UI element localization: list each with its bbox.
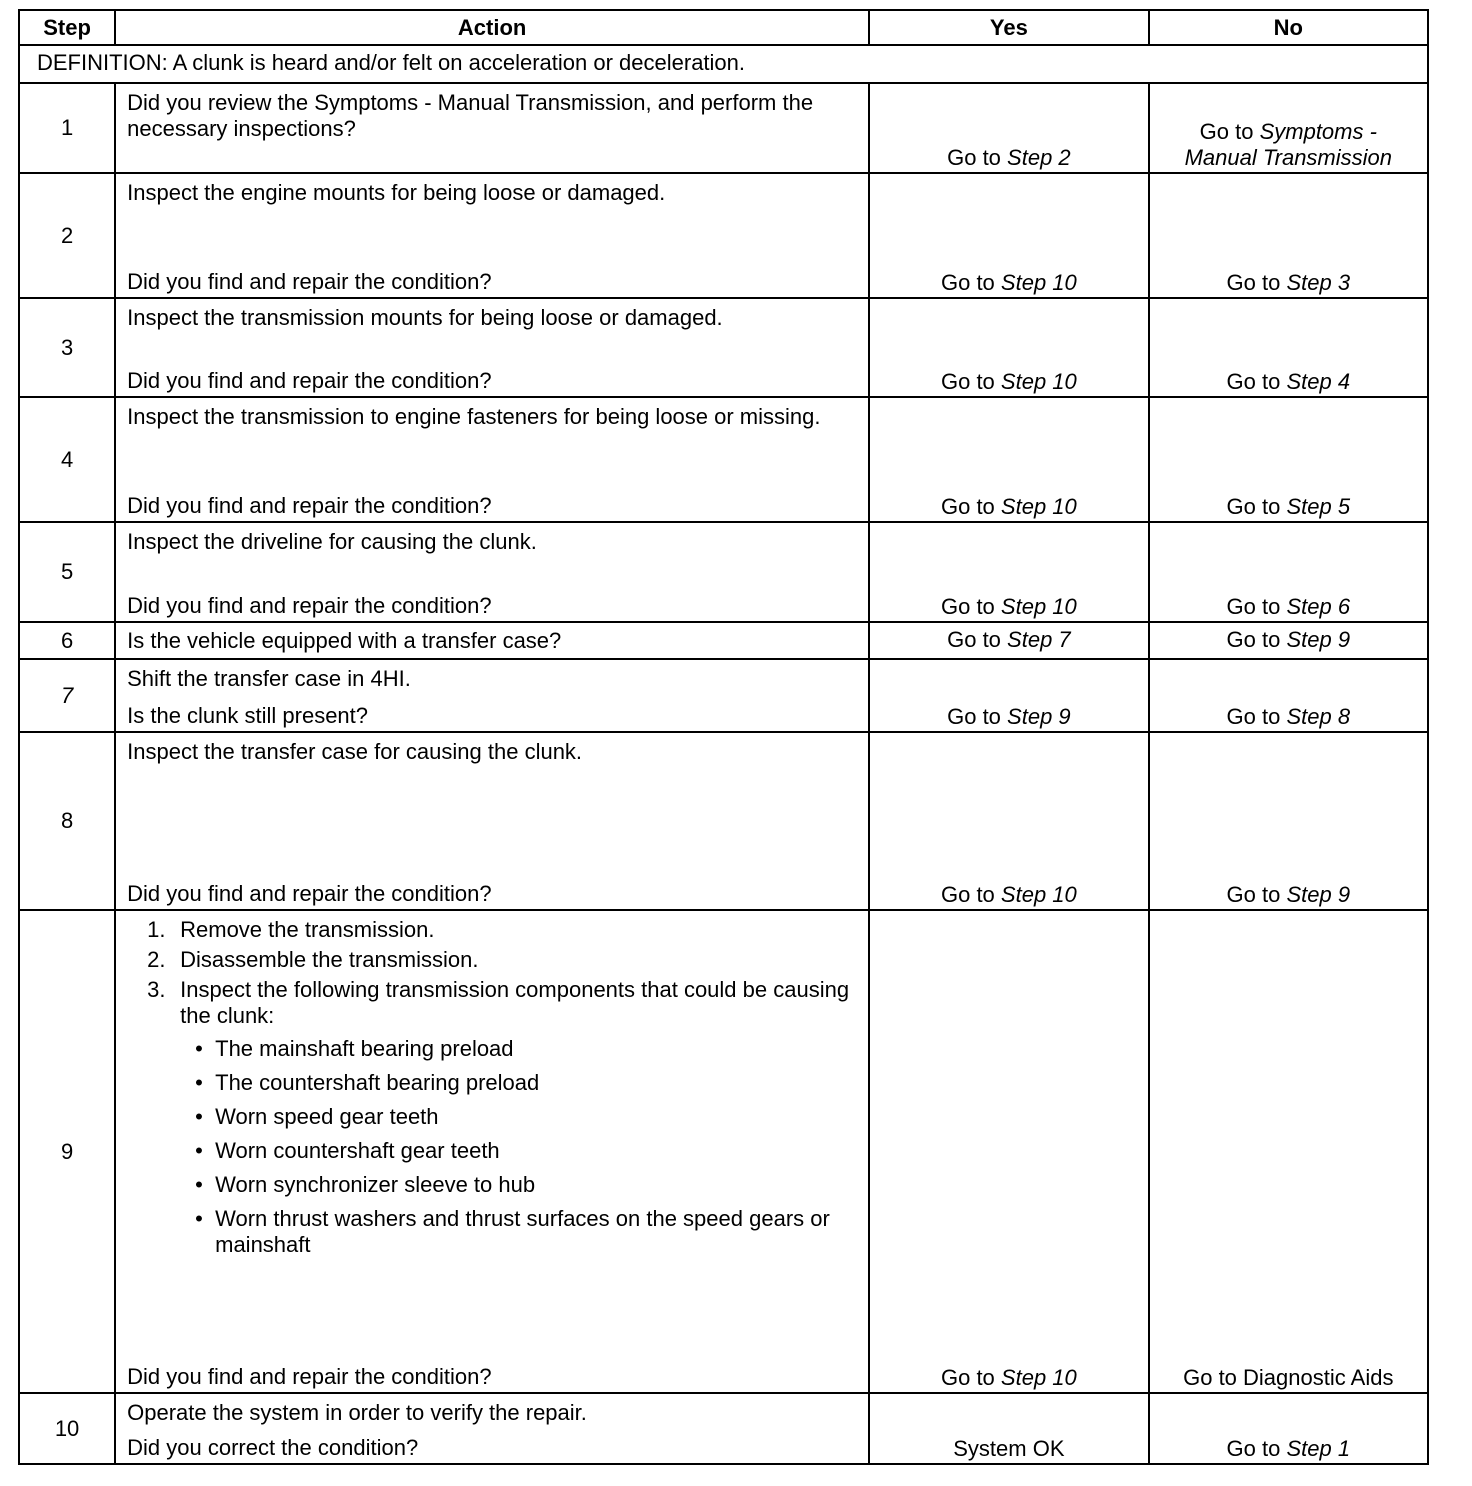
bullet-text: Worn speed gear teeth: [215, 1104, 439, 1129]
step-number: 4: [19, 397, 115, 522]
action-cell: [115, 622, 869, 659]
no-cell[interactable]: [1149, 622, 1428, 659]
yes-cell[interactable]: [869, 298, 1148, 397]
action-question: Did you find and repair the condition?: [127, 269, 492, 294]
go-to-text: Go to: [947, 704, 1001, 729]
table-row: [19, 522, 1428, 622]
step-number: 8: [19, 732, 115, 910]
header-step: Step: [19, 10, 115, 45]
action-cell: [115, 659, 869, 732]
action-text: Inspect the engine mounts for being loose or damaged.: [127, 180, 666, 205]
no-cell[interactable]: [1149, 173, 1428, 298]
action-question: Did you correct the condition?: [127, 1435, 419, 1460]
table-row: [19, 1393, 1428, 1464]
action-cell: [115, 910, 869, 1393]
bullet-icon: •: [195, 1172, 203, 1197]
bullet-item: [127, 1104, 858, 1130]
step-number: 10: [19, 1393, 115, 1464]
yes-target: Step 10: [1000, 1365, 1077, 1390]
table-row: [19, 732, 1428, 910]
list-item: [127, 977, 858, 1029]
bullet-list: [127, 1036, 858, 1258]
no-target: Step 4: [1286, 369, 1351, 394]
yes-result: System OK: [953, 1436, 1065, 1461]
step-number: 5: [19, 522, 115, 622]
bullet-icon: •: [195, 1138, 203, 1163]
yes-cell[interactable]: [869, 83, 1148, 173]
go-to-text: Go to: [1226, 494, 1281, 519]
yes-cell[interactable]: [869, 732, 1148, 910]
numbered-list: [127, 917, 858, 1029]
go-to-text: Go to: [940, 494, 995, 519]
go-to-text: Go to: [1226, 369, 1281, 394]
go-to-text: Go to: [940, 270, 995, 295]
go-to-text: Go to: [1226, 270, 1281, 295]
bullet-item: [127, 1172, 858, 1198]
table-row: [19, 173, 1428, 298]
action-question: Did you find and repair the condition?: [127, 368, 492, 393]
step-number: 6: [19, 622, 115, 659]
no-cell[interactable]: [1149, 659, 1428, 732]
go-to-text: Go to: [1226, 704, 1281, 729]
yes-cell[interactable]: [869, 622, 1148, 659]
list-text: Disassemble the transmission.: [180, 947, 479, 972]
list-text: Inspect the following transmission components that could be causing the clunk:: [180, 977, 850, 1028]
bullet-item: [127, 1036, 858, 1062]
action-cell: [115, 1393, 869, 1464]
header-row: [19, 10, 1428, 45]
no-target: Step 9: [1286, 627, 1351, 652]
no-cell[interactable]: [1149, 83, 1428, 173]
header-action: Action: [115, 10, 869, 45]
no-cell[interactable]: [1149, 910, 1428, 1393]
step-number: 9: [19, 910, 115, 1393]
no-target: Symptoms -: [1259, 119, 1377, 144]
go-to-text: Go to: [1226, 882, 1281, 907]
action-cell: [115, 298, 869, 397]
bullet-item: [127, 1206, 858, 1258]
action-text: Did you review the Symptoms - Manual Transmission, and perform the necessary inspections?: [127, 90, 814, 141]
action-text: Operate the system in order to verify the repair.: [127, 1400, 587, 1425]
bullet-icon: •: [195, 1104, 203, 1129]
action-question: Did you find and repair the condition?: [127, 1364, 492, 1389]
no-target: Step 8: [1286, 704, 1351, 729]
list-text: Remove the transmission.: [180, 917, 435, 942]
action-text: Inspect the driveline for causing the clunk.: [127, 529, 537, 554]
list-number: 3.: [147, 977, 166, 1002]
go-to-text: Go to: [940, 882, 995, 907]
action-cell: [115, 732, 869, 910]
bullet-text: Worn thrust washers and thrust surfaces on the speed gears or mainshaft: [215, 1206, 830, 1257]
diagnostic-table: [18, 9, 1429, 1465]
step-number: 2: [19, 173, 115, 298]
yes-cell[interactable]: [869, 910, 1148, 1393]
bullet-item: [127, 1138, 858, 1164]
no-target: Step 9: [1286, 882, 1351, 907]
no-target: Go to Diagnostic Aids: [1183, 1365, 1394, 1390]
list-number: 1.: [147, 917, 166, 942]
table-row: [19, 622, 1428, 659]
action-instructions: [127, 913, 858, 1266]
step-number: 7: [19, 659, 115, 732]
yes-target: Step 9: [1007, 704, 1071, 729]
no-target: Step 5: [1286, 494, 1351, 519]
no-cell[interactable]: [1149, 397, 1428, 522]
bullet-icon: •: [195, 1070, 203, 1095]
bullet-text: The countershaft bearing preload: [215, 1070, 540, 1095]
definition-row: [19, 45, 1428, 83]
action-text: Inspect the transmission to engine fasteners for being loose or missing.: [127, 404, 821, 429]
go-to-text: Go to: [1226, 1436, 1281, 1461]
bullet-icon: •: [195, 1036, 203, 1061]
list-item: [127, 947, 858, 973]
action-text: Inspect the transfer case for causing the clunk.: [127, 739, 583, 764]
table-row: [19, 397, 1428, 522]
go-to-text: Go to: [940, 594, 995, 619]
action-question: Did you find and repair the condition?: [127, 593, 492, 618]
action-question: Is the clunk still present?: [127, 703, 369, 728]
yes-target: Step 10: [1000, 882, 1077, 907]
action-cell: [115, 83, 869, 173]
yes-cell[interactable]: [869, 397, 1148, 522]
action-question: Did you find and repair the condition?: [127, 493, 492, 518]
yes-cell[interactable]: [869, 522, 1148, 622]
no-target: Step 3: [1286, 270, 1351, 295]
go-to-text: Go to: [940, 1365, 995, 1390]
action-cell: [115, 397, 869, 522]
action-cell: [115, 522, 869, 622]
table-row: [19, 83, 1428, 173]
no-cell[interactable]: [1149, 732, 1428, 910]
yes-target: Step 2: [1007, 145, 1071, 170]
no-target-line2: Manual Transmission: [1184, 145, 1393, 170]
action-text: Shift the transfer case in 4HI.: [127, 666, 411, 691]
action-text: Is the vehicle equipped with a transfer case?: [127, 627, 562, 653]
table-row: [19, 659, 1428, 732]
go-to-text: Go to: [1226, 627, 1281, 652]
yes-target: Step 10: [1000, 369, 1077, 394]
header-no: No: [1149, 10, 1428, 45]
list-number: 2.: [147, 947, 166, 972]
yes-target: Step 10: [1000, 270, 1077, 295]
no-cell[interactable]: [1149, 298, 1428, 397]
yes-cell[interactable]: [869, 659, 1148, 732]
yes-target: Step 7: [1007, 627, 1071, 652]
yes-target: Step 10: [1000, 494, 1077, 519]
action-question: Did you find and repair the condition?: [127, 881, 492, 906]
no-cell[interactable]: [1149, 522, 1428, 622]
step-number: 1: [19, 83, 115, 173]
go-to-text: Go to: [1199, 119, 1254, 144]
definition-text: DEFINITION: A clunk is heard and/or felt on acceleration or deceleration.: [19, 45, 1428, 83]
bullet-text: The mainshaft bearing preload: [215, 1036, 514, 1061]
bullet-text: Worn countershaft gear teeth: [215, 1138, 500, 1163]
action-text: Inspect the transmission mounts for being loose or damaged.: [127, 305, 723, 330]
bullet-text: Worn synchronizer sleeve to hub: [215, 1172, 536, 1197]
table-row: [19, 910, 1428, 1393]
no-cell[interactable]: [1149, 1393, 1428, 1464]
go-to-text: Go to: [947, 627, 1001, 652]
list-item: [127, 917, 858, 943]
go-to-text: Go to: [1226, 594, 1281, 619]
action-cell: [115, 173, 869, 298]
header-yes: Yes: [869, 10, 1148, 45]
bullet-icon: •: [195, 1206, 203, 1231]
yes-cell[interactable]: [869, 173, 1148, 298]
step-number: 3: [19, 298, 115, 397]
go-to-text: Go to: [947, 145, 1001, 170]
yes-target: Step 10: [1000, 594, 1077, 619]
no-target: Step 6: [1286, 594, 1351, 619]
no-target: Step 1: [1286, 1436, 1351, 1461]
yes-cell[interactable]: [869, 1393, 1148, 1464]
bullet-item: [127, 1070, 858, 1096]
table-row: [19, 298, 1428, 397]
go-to-text: Go to: [940, 369, 995, 394]
